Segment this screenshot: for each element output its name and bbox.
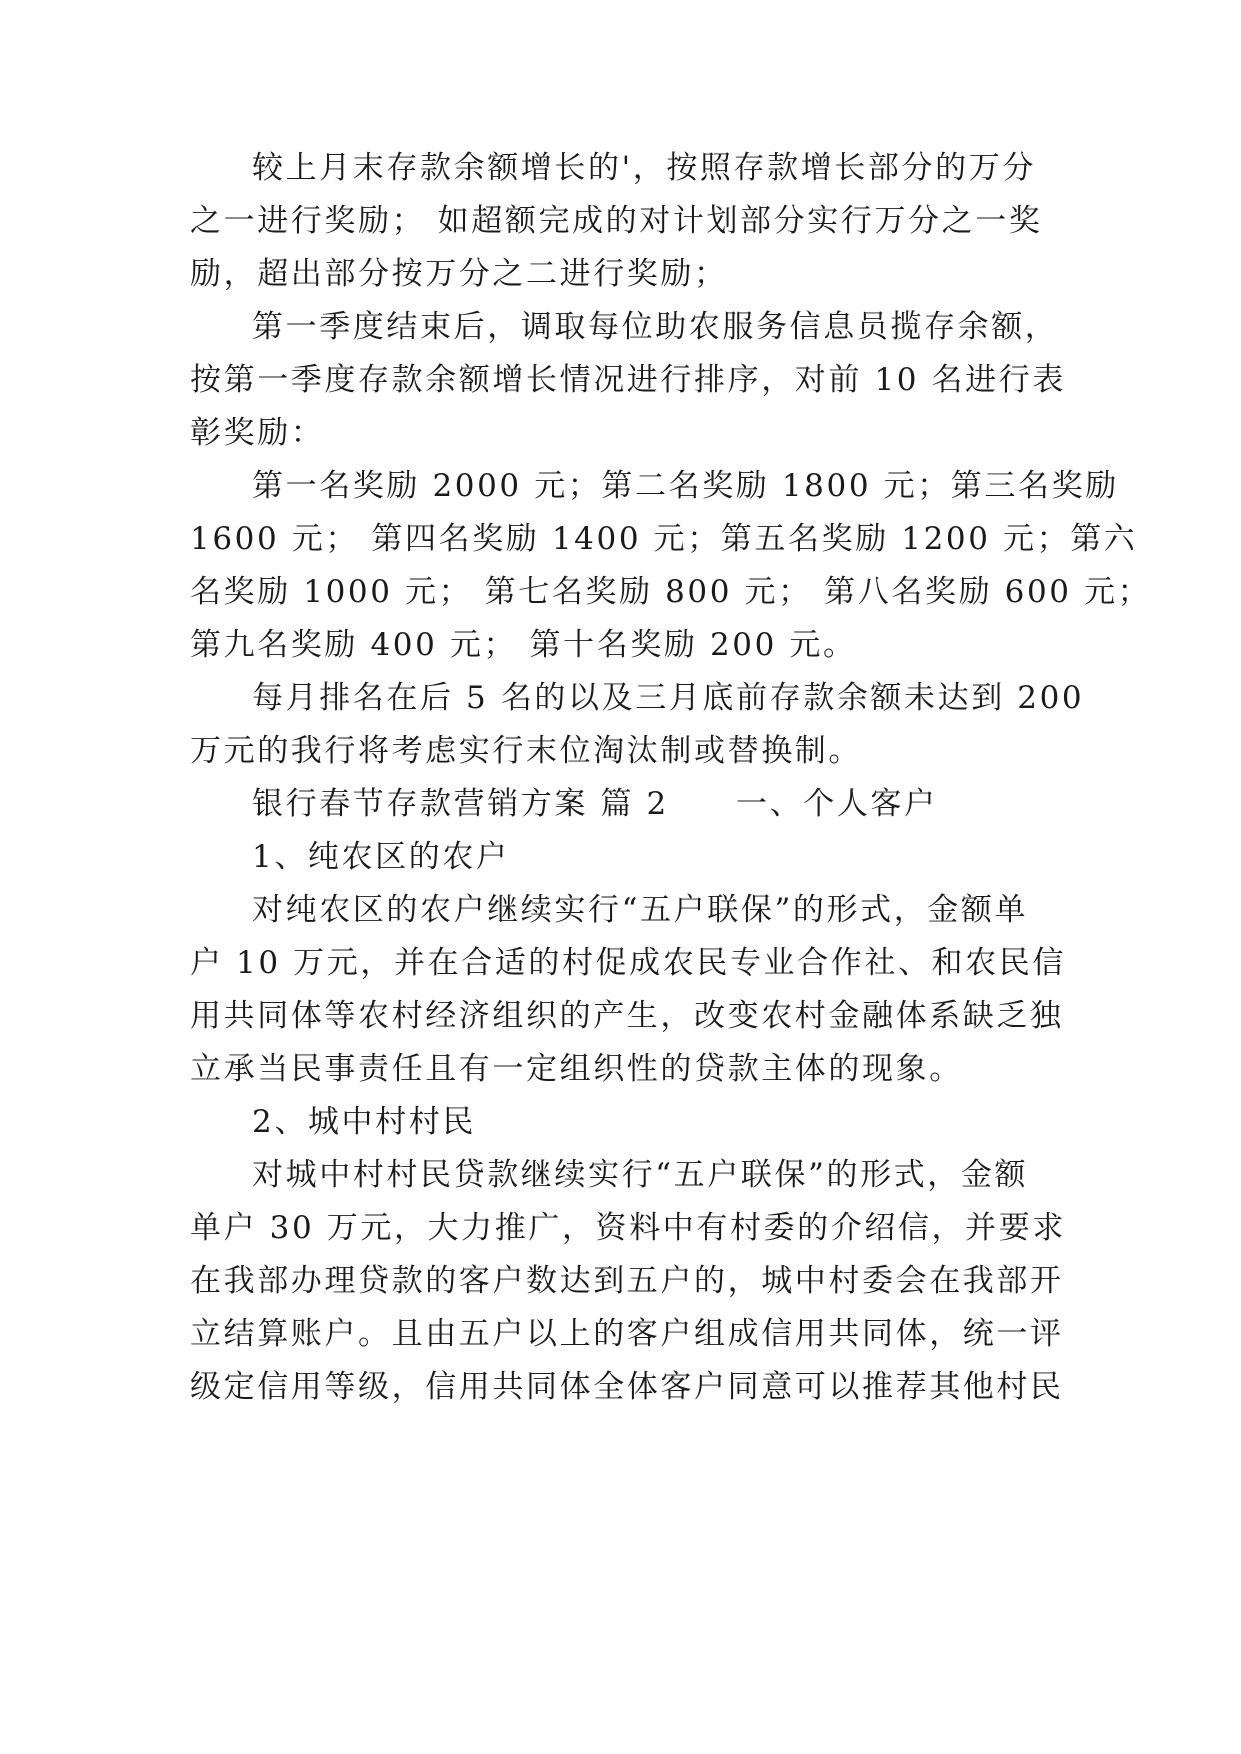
- text-line: 第一季度结束后，调取每位助农服务信息员揽存余额，: [252, 309, 1059, 345]
- text-line: 名奖励 1000 元； 第七名奖励 800 元； 第八名奖励 600 元；: [190, 574, 1152, 610]
- text-line: 立结算账户。且由五户以上的客户组成信用共同体，统一评: [190, 1316, 1064, 1352]
- text-line: 较上月末存款余额增长的'，按照存款增长部分的万分: [252, 150, 1036, 186]
- text-line: 按第一季度存款余额增长情况进行排序，对前 10 名进行表: [190, 362, 1066, 398]
- text-line: 户 10 万元，并在合适的村促成农民专业合作社、和农民信: [190, 945, 1066, 981]
- text-line: 对城中村村民贷款继续实行“五户联保”的形式，金额: [252, 1157, 1029, 1193]
- text-line: 对纯农区的农户继续实行“五户联保”的形式，金额单: [252, 892, 1029, 928]
- text-line: 第九名奖励 400 元； 第十名奖励 200 元。: [190, 627, 857, 663]
- text-line: 1600 元； 第四名奖励 1400 元；第五名奖励 1200 元；第六: [190, 521, 1138, 557]
- text-line: 在我部办理贷款的客户数达到五户的，城中村委会在我部开: [190, 1263, 1064, 1299]
- text-line: 级定信用等级，信用共同体全体客户同意可以推荐其他村民: [190, 1369, 1064, 1405]
- text-line: 用共同体等农村经济组织的产生，改变农村金融体系缺乏独: [190, 998, 1064, 1034]
- text-line: 立承当民事责任且有一定组织性的贷款主体的现象。: [190, 1051, 963, 1087]
- text-line: 彰奖励：: [190, 415, 325, 451]
- text-line: 之一进行奖励； 如超额完成的对计划部分实行万分之一奖: [190, 203, 1043, 239]
- subsection-heading: 2、城中村村民: [252, 1104, 476, 1140]
- text-line: 励，超出部分按万分之二进行奖励；: [190, 256, 728, 292]
- text-line: 每月排名在后 5 名的以及三月底前存款余额未达到 200: [252, 680, 1085, 716]
- subsection-heading: 1、纯农区的农户: [252, 839, 510, 875]
- text-line: 单户 30 万元，大力推广，资料中有村委的介绍信，并要求: [190, 1210, 1066, 1246]
- section-heading: 银行春节存款营销方案 篇 2 一、个人客户: [252, 786, 938, 822]
- text-line: 第一名奖励 2000 元；第二名奖励 1800 元；第三名奖励: [252, 468, 1119, 504]
- text-line: 万元的我行将考虑实行末位淘汰制或替换制。: [190, 733, 862, 769]
